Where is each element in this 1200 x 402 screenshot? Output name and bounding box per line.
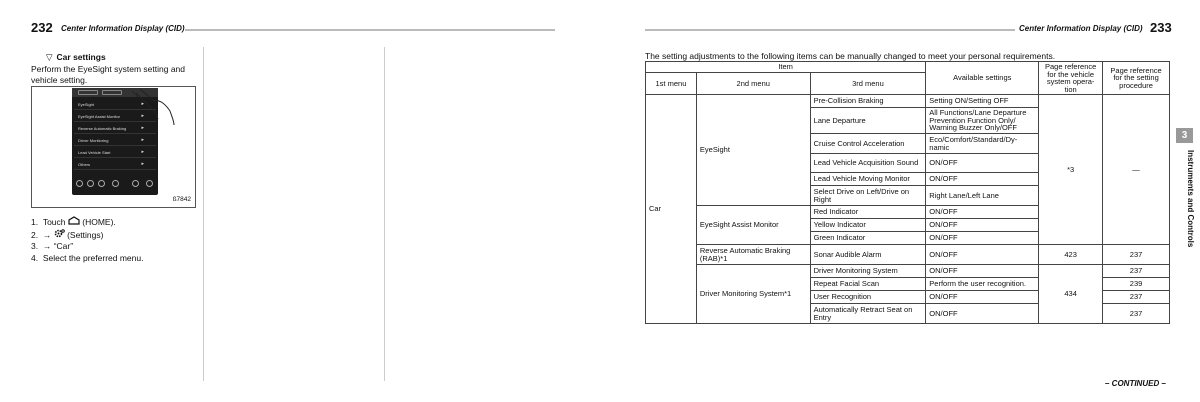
- table-cell: ON/OFF: [926, 304, 1039, 324]
- table-cell: Select Drive on Left/Drive on Right: [810, 186, 926, 206]
- table-cell: Yellow Indicator: [810, 219, 926, 232]
- ref-setting-eyesight: —: [1103, 95, 1170, 245]
- screen-bottom-bar: [74, 180, 156, 189]
- header-second-menu: 2nd menu: [696, 72, 810, 94]
- step-item: 4. Select the preferred menu.: [31, 252, 144, 263]
- table-cell: ON/OFF: [926, 173, 1039, 186]
- settings-table: [645, 61, 1170, 324]
- header-available: Available settings: [926, 62, 1039, 95]
- table-cell: ON/OFF: [926, 291, 1039, 304]
- screen-bottom-icon: [76, 180, 83, 187]
- step-item: 2. → (Settings): [31, 229, 104, 240]
- column-divider: [203, 47, 204, 381]
- left-header-title: Center Information Display (CID): [61, 24, 185, 33]
- table-cell: 237: [1103, 291, 1170, 304]
- screen-menu-row: Others ▸: [74, 159, 156, 170]
- column-divider: [384, 47, 385, 381]
- table-cell: ON/OFF: [926, 265, 1039, 278]
- steps-list: [31, 216, 143, 264]
- left-header-bar: [185, 29, 555, 31]
- header-item: Item: [646, 62, 926, 73]
- triangle-icon: ▽: [46, 52, 53, 62]
- section-intro: Perform the EyeSight system setting and vehicle setting.: [31, 64, 186, 85]
- header-page-ref-vehicle: Page reference for the vehicle system opera- tion: [1039, 62, 1103, 95]
- table-cell: Right Lane/Left Lane: [926, 186, 1039, 206]
- chapter-tab: 3: [1176, 128, 1193, 143]
- ref-vehicle-eyesight: *3: [1039, 95, 1103, 245]
- step-item: 3. → “Car”: [31, 241, 74, 251]
- screen-tab: [102, 90, 122, 95]
- table-cell: Lane Departure: [810, 108, 926, 134]
- right-page-number: 233: [1150, 20, 1172, 35]
- table-cell: Lead Vehicle Acquisition Sound: [810, 154, 926, 173]
- table-cell: Lead Vehicle Moving Monitor: [810, 173, 926, 186]
- left-page-number: 232: [31, 20, 53, 35]
- screen-menu-row: Reverse Automatic Braking ▸: [74, 123, 156, 134]
- screen-bottom-icon: [112, 180, 119, 187]
- continued-label: – CONTINUED –: [1105, 379, 1166, 388]
- screen-bottom-icon: [98, 180, 105, 187]
- screen-menu-row: EyeSight ▸: [74, 99, 156, 110]
- table-cell: Red Indicator: [810, 206, 926, 219]
- settings-gear-icon: [54, 229, 65, 238]
- table-cell: Setting ON/Setting OFF: [926, 95, 1039, 108]
- first-menu-car: Car: [646, 95, 697, 324]
- table-cell: 239: [1103, 278, 1170, 291]
- table-cell: User Recognition: [810, 291, 926, 304]
- right-header-bar: [645, 29, 1015, 31]
- table-cell: ON/OFF: [926, 154, 1039, 173]
- screen-menu-row: Lead Vehicle Start ▸: [74, 147, 156, 158]
- chapter-label: Instruments and Controls: [1186, 150, 1195, 248]
- table-cell: Sonar Audible Alarm: [810, 245, 926, 265]
- table-cell: All Functions/Lane Departure Prevention Function Only/ Warning Buzzer Only/OFF: [926, 108, 1039, 134]
- home-icon: [68, 216, 80, 225]
- step-item: 1. Touch (HOME).: [31, 217, 116, 227]
- table-cell: 237: [1103, 304, 1170, 324]
- screen-bottom-icon: [132, 180, 139, 187]
- table-cell: Automatically Retract Seat on Entry: [810, 304, 926, 324]
- right-header-title: Center Information Display (CID): [1019, 24, 1143, 33]
- second-menu-eyesight: EyeSight: [696, 95, 810, 206]
- table-cell: Cruise Control Acceleration: [810, 134, 926, 154]
- table-cell: ON/OFF: [926, 245, 1039, 265]
- header-third-menu: 3rd menu: [810, 72, 926, 94]
- table-cell: ON/OFF: [926, 219, 1039, 232]
- screen-bottom-icon: [87, 180, 94, 187]
- table-cell: Repeat Facial Scan: [810, 278, 926, 291]
- table-cell: Green Indicator: [810, 232, 926, 245]
- second-menu-rab: Reverse Automatic Braking (RAB)*1: [696, 245, 810, 265]
- table-cell: ON/OFF: [926, 206, 1039, 219]
- screen-tab: [78, 90, 98, 95]
- table-cell: Eco/Comfort/Standard/Dy- namic: [926, 134, 1039, 154]
- table-cell: Driver Monitoring System: [810, 265, 926, 278]
- table-cell: Pre-Collision Braking: [810, 95, 926, 108]
- hand-pointer-icon: [130, 87, 176, 127]
- figure-id: ß7842: [172, 196, 191, 203]
- table-intro: The setting adjustments to the following items can be manually changed to meet your personal requirements.: [645, 51, 1056, 61]
- ref-vehicle-dms: 434: [1039, 265, 1103, 324]
- screen-menu-row: Driver Monitoring ▸: [74, 135, 156, 146]
- settings-screenshot-figure: [31, 86, 196, 208]
- ref-vehicle-rab: 423: [1039, 245, 1103, 265]
- header-page-ref-setting: Page reference for the setting procedure: [1103, 62, 1170, 95]
- table-cell: Perform the user recognition.: [926, 278, 1039, 291]
- table-cell: 237: [1103, 265, 1170, 278]
- second-menu-dms: Driver Monitoring System*1: [696, 265, 810, 324]
- ref-setting-rab: 237: [1103, 245, 1170, 265]
- screen-menu-row: EyeSight Assist Monitor ▸: [74, 111, 156, 122]
- section-title: ▽ Car settings: [46, 52, 106, 62]
- table-cell: ON/OFF: [926, 232, 1039, 245]
- header-first-menu: 1st menu: [646, 72, 697, 94]
- second-menu-assist-monitor: EyeSight Assist Monitor: [696, 206, 810, 245]
- screen-bottom-icon: [146, 180, 153, 187]
